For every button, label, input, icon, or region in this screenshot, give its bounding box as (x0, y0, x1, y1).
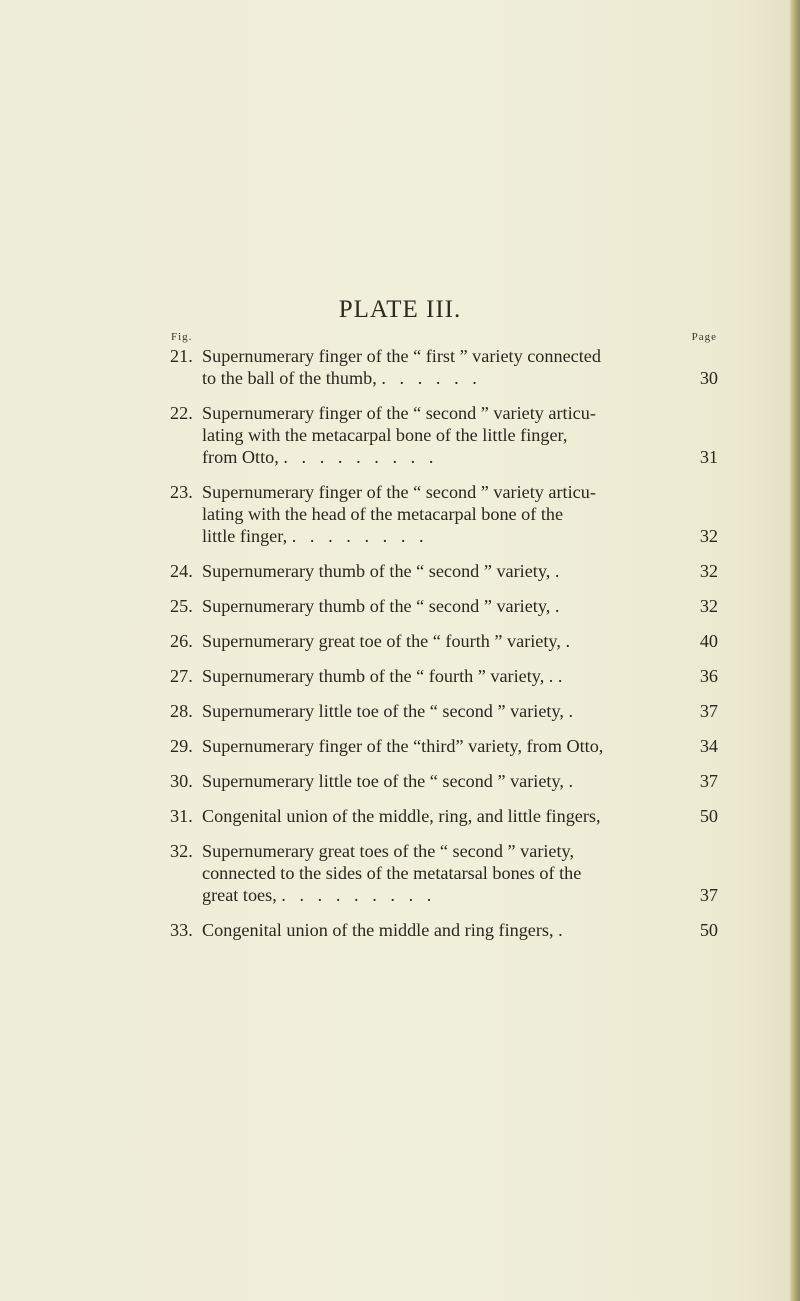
caption-line (202, 402, 684, 424)
figure-caption (202, 560, 684, 582)
figure-number: 31. (170, 806, 193, 826)
figure-caption (202, 665, 684, 687)
figure-entry (170, 595, 718, 617)
caption-line (202, 840, 684, 862)
caption-text: little finger, (202, 526, 288, 546)
figure-entry (170, 735, 718, 757)
figure-entry (170, 402, 718, 468)
dot-leader: . (565, 631, 570, 651)
caption-text: Supernumerary thumb of the “ second ” variety, (202, 596, 551, 616)
page-number: 37 (699, 701, 718, 721)
dot-leader: . . . . . . . . (291, 526, 424, 546)
caption-line (202, 770, 684, 792)
figure-entry (170, 345, 718, 389)
figure-column-header: Fig. (171, 331, 193, 343)
caption-text: Supernumerary thumb of the “ fourth ” variety, . (202, 666, 554, 686)
caption-line (202, 367, 684, 389)
figure-number: 27. (170, 666, 193, 686)
figure-number: 33. (170, 920, 193, 940)
page-number: 40 (699, 631, 718, 651)
figure-entry (170, 770, 718, 792)
caption-text: to the ball of the thumb, (202, 368, 377, 388)
figure-caption (202, 770, 684, 792)
page-gutter-shadow (790, 0, 800, 1301)
figure-number: 24. (170, 561, 193, 581)
figure-entry (170, 840, 718, 906)
figure-number: 21. (170, 346, 193, 366)
figure-number: 22. (170, 403, 193, 423)
caption-line (202, 424, 684, 446)
figure-number: 32. (170, 841, 193, 861)
caption-line (202, 700, 684, 722)
page-number: 36 (699, 666, 718, 686)
caption-text: Congenital union of the middle and ring fingers, (202, 920, 554, 940)
figure-entry (170, 630, 718, 652)
caption-line (202, 630, 684, 652)
caption-line (202, 345, 684, 367)
caption-line (202, 805, 684, 827)
dot-leader: . (554, 561, 560, 581)
caption-text: Supernumerary great toe of the “ fourth ” variety, (202, 631, 561, 651)
caption-line (202, 503, 684, 525)
figure-number: 29. (170, 736, 193, 756)
caption-line (202, 735, 684, 757)
caption-line (202, 884, 684, 906)
caption-text: Supernumerary great toes of the “ second ” variety, (202, 841, 575, 861)
caption-text: Supernumerary finger of the “third” variety, from Otto, (202, 736, 604, 756)
caption-text: Supernumerary finger of the “ first ” variety connected (202, 346, 601, 366)
dot-leader: . (554, 596, 560, 616)
dot-leader: . (568, 771, 574, 791)
page-number: 37 (699, 885, 718, 905)
caption-line (202, 481, 684, 503)
caption-text: Supernumerary finger of the “ second ” variety articu- (202, 482, 596, 502)
caption-text: Supernumerary little toe of the “ second ” variety, (202, 701, 564, 721)
dot-leader: . . . . . . . . . (281, 885, 432, 905)
caption-text: connected to the sides of the metatarsal bones of the (202, 863, 582, 883)
figure-number: 26. (170, 631, 193, 651)
page-number: 32 (699, 596, 718, 616)
figure-caption (202, 805, 684, 827)
caption-text: Supernumerary finger of the “ second ” variety articu- (202, 403, 596, 423)
page-column-header: Page (691, 331, 717, 343)
page-number: 50 (699, 920, 718, 940)
caption-line (202, 665, 684, 687)
figure-entry (170, 481, 718, 547)
caption-text: lating with the metacarpal bone of the little finger, (202, 425, 568, 445)
figure-caption (202, 402, 684, 468)
dot-leader: . . . . . . . . . (283, 447, 434, 467)
caption-text: Supernumerary thumb of the “ second ” variety, (202, 561, 551, 581)
page-number: 32 (699, 526, 718, 546)
figure-caption (202, 700, 684, 722)
caption-line (202, 862, 684, 884)
page-number: 34 (699, 736, 718, 756)
figure-number: 25. (170, 596, 193, 616)
dot-leader: . (558, 920, 563, 940)
plate-contents-list (170, 345, 718, 954)
figure-caption (202, 345, 684, 389)
dot-leader: . . . . . . (381, 368, 477, 388)
plate-title: PLATE III. (338, 296, 462, 323)
figure-number: 23. (170, 482, 193, 502)
page-number: 32 (699, 561, 718, 581)
caption-line (202, 595, 684, 617)
dot-leader: . (557, 666, 563, 686)
caption-text: lating with the head of the metacarpal bone of the (202, 504, 564, 524)
page-number: 30 (699, 368, 718, 388)
figure-entry (170, 805, 718, 827)
caption-line (202, 919, 684, 941)
caption-text: from Otto, (202, 447, 279, 467)
figure-number: 30. (170, 771, 193, 791)
caption-line (202, 446, 684, 468)
figure-entry (170, 700, 718, 722)
figure-entry (170, 919, 718, 941)
figure-caption (202, 919, 684, 941)
figure-caption (202, 735, 684, 757)
figure-caption (202, 595, 684, 617)
figure-number: 28. (170, 701, 193, 721)
figure-entry (170, 560, 718, 582)
caption-line (202, 525, 684, 547)
figure-entry (170, 665, 718, 687)
page-number: 31 (699, 447, 718, 467)
caption-text: Supernumerary little toe of the “ second ” variety, (202, 771, 564, 791)
page-number: 37 (699, 771, 718, 791)
caption-text: great toes, (202, 885, 277, 905)
figure-caption (202, 481, 684, 547)
dot-leader: . (568, 701, 574, 721)
figure-caption (202, 630, 684, 652)
figure-caption (202, 840, 684, 906)
caption-line (202, 560, 684, 582)
page-number: 50 (699, 806, 718, 826)
caption-text: Congenital union of the middle, ring, and little fingers, (202, 806, 601, 826)
